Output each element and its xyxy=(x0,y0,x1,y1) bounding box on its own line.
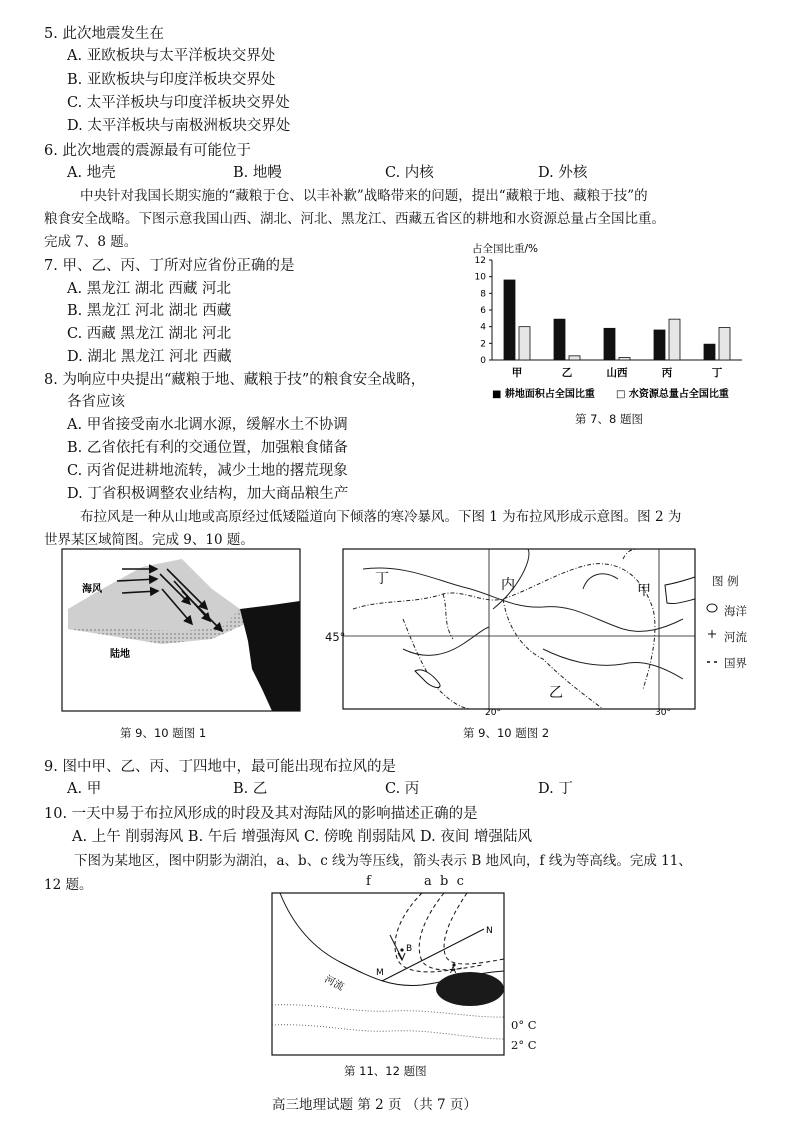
map-label-nei: 内 xyxy=(501,577,515,593)
q8-stem: 8. 为响应中央提出“藏粮于地、藏粮于技”的粮食安全战略， xyxy=(44,372,426,388)
point-b-dot xyxy=(400,948,403,951)
fig3-label-f: f xyxy=(366,874,371,889)
fig2-caption: 第 9、10 题图 2 xyxy=(463,726,550,740)
fig3-caption: 第 11、12 题图 xyxy=(344,1064,427,1078)
q6-stem: 6. 此次地震的震源最有可能位于 xyxy=(44,143,251,159)
chart-ylabel: 占全国比重/% xyxy=(472,243,539,255)
label-iso-2: 2° C xyxy=(511,1038,537,1052)
chart-y-tick-label: 8 xyxy=(480,289,486,300)
map-label-jia: 甲 xyxy=(637,583,651,599)
lake xyxy=(436,972,504,1006)
chart-y-tick-label: 12 xyxy=(474,256,486,266)
bora-wind-diagram xyxy=(62,549,300,711)
q6-option-d: D. 外核 xyxy=(538,165,588,181)
chart-bar-farmland xyxy=(654,330,665,360)
label-river: 河流 xyxy=(322,973,346,994)
q9-option-d: D. 丁 xyxy=(538,781,573,797)
q6-option-c: C. 内核 xyxy=(385,165,434,181)
q8-stem-cont: 各省应该 xyxy=(67,394,125,410)
label-b: B xyxy=(406,944,413,954)
intro-9-10-line1: 布拉风是一种从山地或高原经过低矮隘道向下倾落的寒冷暴风。下图 1 为布拉风形成示意图。图 2 为 xyxy=(80,509,682,525)
map-legend-border: 国界 xyxy=(724,656,747,670)
label-n: N xyxy=(486,926,493,936)
intro-7-8-line1: 中央针对我国长期实施的“藏粮于仓、以丰补歉”战略带来的问题，提出“藏粮于地、藏粮于技”的 xyxy=(80,188,648,204)
chart-bar-water xyxy=(719,328,730,361)
map-label-ding: 丁 xyxy=(375,571,389,587)
chart-category-label: 山西 xyxy=(606,367,628,379)
chart-y-tick-label: 10 xyxy=(474,272,486,283)
chart-legend-1: ■ 耕地面积占全国比重 xyxy=(492,389,595,400)
q5-option-b: B. 亚欧板块与印度洋板块交界处 xyxy=(67,72,276,88)
label-a: A xyxy=(450,966,457,976)
label-sea-wind: 海风 xyxy=(82,584,102,595)
q10-stem: 10. 一天中易于布拉风形成的时段及其对海陆风的影响描述正确的是 xyxy=(44,806,478,822)
q9-stem: 9. 图中甲、乙、丙、丁四地中，最可能出现布拉风的是 xyxy=(44,759,396,775)
q7-option-a: A. 黑龙江 湖北 西藏 河北 xyxy=(67,281,232,297)
map-lon-20: 20° xyxy=(485,708,501,718)
label-iso-0: 0° C xyxy=(511,1018,537,1032)
chart-caption: 第 7、8 题图 xyxy=(575,412,643,426)
fig1-caption: 第 9、10 题图 1 xyxy=(120,726,207,740)
isobar-map xyxy=(272,893,504,1055)
label-land: 陆地 xyxy=(110,649,130,660)
chart-legend-2: □ 水资源总量占全国比重 xyxy=(616,389,729,400)
intro-11-12-line2: 12 题。 xyxy=(44,877,93,893)
page-footer: 高三地理试题 第 2 页 （共 7 页） xyxy=(272,1097,477,1113)
chart-bar-farmland xyxy=(604,328,615,360)
chart-bar-water xyxy=(669,319,680,360)
q5-option-a: A. 亚欧板块与太平洋板块交界处 xyxy=(67,48,276,64)
fig3-label-abc: a b c xyxy=(424,874,464,889)
region-map xyxy=(343,549,695,718)
q6-option-a: A. 地壳 xyxy=(67,165,116,181)
map-label-yi: 乙 xyxy=(549,685,563,701)
intro-7-8-line2: 粮食安全战略。下图示意我国山西、湖北、河北、黑龙江、西藏五省区的耕地和水资源总量占全国比重。 xyxy=(44,211,665,227)
map-legend-ocean: 海洋 xyxy=(724,604,747,618)
q5-stem: 5. 此次地震发生在 xyxy=(44,26,164,42)
q6-option-b: B. 地幔 xyxy=(233,165,282,181)
q8-option-a: A. 甲省接受南水北调水源，缓解水土不协调 xyxy=(67,417,348,433)
q9-option-a: A. 甲 xyxy=(67,781,102,797)
q8-option-d: D. 丁省积极调整农业结构，加大商品粮生产 xyxy=(67,486,349,502)
chart-bar-water xyxy=(569,356,580,360)
chart-bar-water xyxy=(519,327,530,360)
legend-ocean-icon xyxy=(707,604,717,612)
chart-bar-farmland xyxy=(704,344,715,360)
map-lat-45: 45° xyxy=(325,630,346,644)
q8-option-b: B. 乙省依托有利的交通位置，加强粮食储备 xyxy=(67,440,348,456)
bar-chart xyxy=(462,240,762,420)
chart-category-label: 乙 xyxy=(561,367,573,379)
q7-option-b: B. 黑龙江 河北 湖北 西藏 xyxy=(67,303,232,319)
intro-9-10-line2: 世界某区域简图。完成 9、10 题。 xyxy=(44,532,254,548)
intro-7-8-line3: 完成 7、8 题。 xyxy=(44,234,138,250)
legend-river-icon xyxy=(708,630,716,638)
chart-category-label: 丁 xyxy=(711,367,723,379)
q5-option-c: C. 太平洋板块与印度洋板块交界处 xyxy=(67,95,290,111)
map-legend-title: 图 例 xyxy=(712,574,739,588)
q8-option-c: C. 丙省促进耕地流转，减少土地的撂荒现象 xyxy=(67,463,348,479)
q7-option-c: C. 西藏 黑龙江 湖北 河北 xyxy=(67,326,232,342)
q10-options: A. 上午 削弱海风 B. 午后 增强海风 C. 傍晚 削弱陆风 D. 夜间 增强陆风 xyxy=(72,829,532,845)
map-legend-symbols xyxy=(704,600,720,670)
chart-category-label: 丙 xyxy=(661,367,673,379)
chart-bar-farmland xyxy=(504,280,515,360)
chart-category-label: 甲 xyxy=(511,367,523,379)
q7-stem: 7. 甲、乙、丙、丁所对应省份正确的是 xyxy=(44,258,295,274)
chart-bar-farmland xyxy=(554,319,565,360)
map-legend-river: 河流 xyxy=(724,630,747,644)
chart-y-tick-label: 0 xyxy=(480,356,486,366)
chart-bar-water xyxy=(619,358,630,361)
q7-option-d: D. 湖北 黑龙江 河北 西藏 xyxy=(67,349,232,365)
q5-option-d: D. 太平洋板块与南极洲板块交界处 xyxy=(67,118,291,134)
chart-y-tick-label: 6 xyxy=(480,306,486,316)
q9-option-b: B. 乙 xyxy=(233,781,268,797)
label-m: M xyxy=(376,968,384,978)
map-lon-30: 30° xyxy=(655,708,671,718)
q9-option-c: C. 丙 xyxy=(385,781,420,797)
chart-y-tick-label: 4 xyxy=(480,322,486,333)
chart-y-tick-label: 2 xyxy=(480,339,486,350)
intro-11-12-line1: 下图为某地区，图中阴影为湖泊，a、b、c 线为等压线，箭头表示 B 地风向，f 线为等高线。完成 11、 xyxy=(74,853,692,869)
